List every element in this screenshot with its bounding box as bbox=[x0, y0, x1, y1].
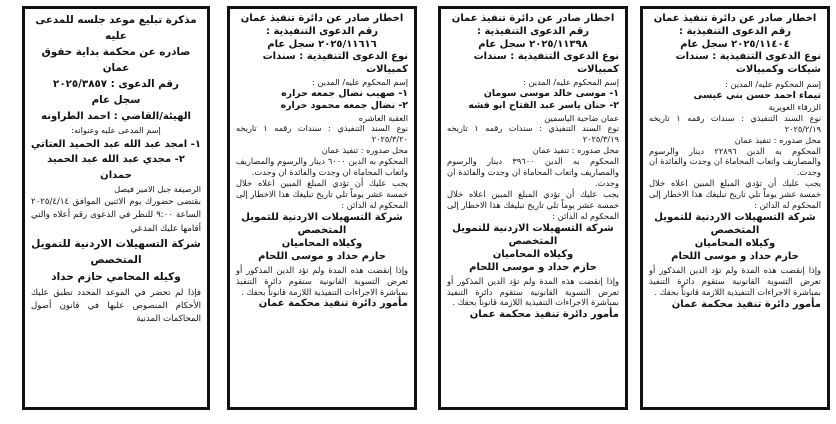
judgment-amount: المحكوم به الدين ٦٠٠٠ دينار والرسوم والمصاريف واتعاب المحاماة ان وجدت والفائدة ان وجدت. bbox=[236, 155, 408, 177]
execution-notice-11616 bbox=[227, 6, 417, 410]
creditor-name-2: المتخصص bbox=[297, 224, 347, 236]
case-number-label: رقم الدعوى التنفيذية : bbox=[265, 25, 379, 37]
document-type: نوع السند التنفيذي : سندات رقمه ١ تاريخه ٢٠٢٥/٢/١٩ bbox=[649, 113, 821, 134]
creditor-name-2: المتخصص bbox=[710, 225, 760, 237]
hearing-summons-notice bbox=[22, 6, 210, 410]
lawyers-names: حازم حداد و موسى اللحام bbox=[469, 261, 597, 273]
judgment-amount: المحكوم به الدين ٢٢٨٩٦ دينار والرسوم والمصاريف واتعاب المحاماة ان وجدت والفائدة ان وجدت. bbox=[649, 145, 821, 178]
case-number: ٢٠٢٥/١١٦١٦ سجل عام bbox=[267, 38, 377, 50]
debtor-label: إسم المحكوم عليه/ المدين : bbox=[725, 78, 821, 89]
official-signature: مأمور دائرة تنفيذ محكمة عمان bbox=[258, 298, 408, 310]
case-number: ٢٠٢٥/١١٣٩٨ سجل عام bbox=[478, 38, 588, 50]
defendant-label: إسم المدعى عليه وعنوانه: bbox=[71, 125, 161, 136]
debtor-name: تيماء احمد حسن بني عيسى bbox=[693, 89, 821, 101]
debtor-name-2: ٢- حنان ياسر عبد الفتاح ابو فشه bbox=[468, 100, 619, 112]
defendant-name-2: ٢- مجدي عبد الله عبد الحميد حمدان bbox=[47, 154, 185, 181]
issuer: محل صدوره : تنفيذ عمان bbox=[321, 145, 408, 156]
debtor-address: الزرقاء الغويرية bbox=[768, 102, 821, 113]
case-type: نوع الدعوى التنفيذية : سندات شيكات وكمبيالات bbox=[675, 51, 821, 76]
notice-title: اخطار صادر عن دائرة تنفيذ عمان bbox=[653, 13, 817, 24]
issuer: محل صدوره : تنفيذ عمان bbox=[532, 145, 619, 156]
court-name: صادره عن محكمة بداية حقوق عمان bbox=[41, 45, 191, 74]
creditor-name: شركة التسهيلات الاردنية للتمويل bbox=[241, 211, 403, 223]
execution-notice-11404 bbox=[640, 6, 830, 410]
debtor-name-2: ٢- نضال جمعه محمود حراره bbox=[280, 100, 408, 112]
official-signature: مأمور دائرة تنفيذ محكمة عمان bbox=[671, 298, 821, 310]
judgment-amount: المحكوم به الدين ٣٩٦٠٠ دينار والرسوم والمصاريف واتعاب المحاماة ان وجدت والفائدة ان وجدت. bbox=[447, 155, 619, 188]
document-type: نوع السند التنفيذي : سندات رقمه ١ تاريخه ٢٠٢٥/٣/٢٠ bbox=[236, 123, 408, 145]
lawyers-names: حازم حداد و موسى اللحام bbox=[671, 251, 799, 263]
notice-title: اخطار صادر عن دائرة تنفيذ عمان bbox=[240, 13, 404, 24]
debtor-name-1: ١- موسى خالد موسى سومان bbox=[483, 87, 619, 99]
payment-duty: يجب عليك أن تؤدي المبلغ المبين اعلاه خلال خمسة عشر يوماً تلي تاريخ تبليغك هذا الاخطار إلى المحكوم له الدائن : bbox=[447, 188, 619, 221]
creditor-name-2: المتخصص bbox=[508, 235, 558, 247]
warning-text: وإذا إنقضت هذه المدة ولم تؤد الدين المذكور أو تعرض التسوية القانونية ستقوم دائرة التنفيذ بمباشرة الاجراءات التنفيذية اللازمة قانوناً بحقك . bbox=[649, 265, 821, 298]
execution-notice-11398 bbox=[438, 6, 628, 410]
judge-name: الهيئة/القاضي : احمد الطراونه bbox=[41, 110, 191, 122]
issuer: محل صدوره : تنفيذ عمان bbox=[734, 134, 821, 145]
debtor-label: إسم المحكوم عليه/ المدين : bbox=[312, 76, 408, 87]
register-label: سجل عام bbox=[91, 93, 141, 106]
debtor-label: إسم المحكوم عليه/ المدين : bbox=[523, 76, 619, 87]
creditor-name: شركة التسهيلات الاردنية للتمويل bbox=[654, 212, 816, 224]
official-signature: مأمور دائرة تنفيذ محكمة عمان bbox=[469, 309, 619, 321]
lawyers-label: وكيلاه المحاميان bbox=[281, 237, 363, 249]
lawyers-names: حازم حداد و موسى اللحام bbox=[258, 250, 386, 262]
document-type: نوع السند التنفيذي : سندات رقمه ١ تاريخه ٢٠٢٥/٣/١٩ bbox=[447, 123, 619, 145]
defendant-name-1: ١- امجد عبد الله عبد الحميد العتاتي bbox=[31, 138, 201, 150]
case-type: نوع الدعوى التنفيذية : سندات كمبيالات bbox=[262, 51, 408, 76]
payment-duty: يجب عليك أن تؤدي المبلغ المبين اعلاه خلال خمسة عشر يوماً تلي تاريخ تبليغك هذا الاخطار إلى المحكوم له الدائن : bbox=[236, 177, 408, 210]
lawyers-label: وكيلاه المحاميان bbox=[492, 248, 574, 260]
attendance-text: بقتضى حضورك يوم الاثنين الموافق ٢٠٢٥/٤/١٤ الساعة ٩:٠٠ للنظر في الدعوى رقم أعلاه والتي أقامها عليك المدعي bbox=[31, 197, 201, 234]
plaintiff-name-2: المتخصص bbox=[90, 254, 142, 267]
defendant-address: الرصيفة جبل الامير فيصل bbox=[114, 184, 201, 195]
warning-text: فإذا لم تحضر في الموعد المحدد تطبق عليك الأحكام المنصوص عليها في قانون أصول المحاكمات المدنية bbox=[31, 287, 201, 325]
case-number: رقم الدعوى : ٢٠٢٥/٣٨٥٧ bbox=[53, 77, 179, 90]
warning-text: وإذا إنقضت هذه المدة ولم تؤد الدين المذكور أو تعرض التسوية القانونية ستقوم دائرة التنفيذ بمباشرة الاجراءات التنفيذية اللازمة قانوناً بحقك . bbox=[236, 264, 408, 297]
debtor-name-1: ١- صهيب نضال جمعه حراره bbox=[281, 87, 408, 99]
notice-title: اخطار صادر عن دائرة تنفيذ عمان bbox=[451, 13, 615, 24]
plaintiff-name: شركة التسهيلات الاردنية للتمويل bbox=[31, 238, 201, 251]
lawyers-label: وكيلاه المحاميان bbox=[694, 238, 776, 250]
warning-text: وإذا إنقضت هذه المدة ولم تؤد الدين المذكور أو تعرض التسوية القانونية ستقوم دائرة التنفيذ بمباشرة الاجراءات التنفيذية اللازمة قانوناً بحقك . bbox=[447, 275, 619, 308]
case-number-label: رقم الدعوى التنفيذية : bbox=[678, 25, 792, 37]
summons-title: مذكرة تبليغ موعد جلسه للمدعى عليه bbox=[35, 14, 197, 42]
case-type: نوع الدعوى التنفيذية : سندات كمبيالات bbox=[473, 51, 619, 76]
payment-duty: يجب عليك أن تؤدي المبلغ المبين اعلاه خلال خمسة عشر يوماً تلي تاريخ تبليغك هذا الاخطار إلى المحكوم له الدائن : bbox=[649, 178, 821, 211]
debtor-address: عمان ضاحية الياسمين bbox=[544, 112, 619, 123]
case-number-label: رقم الدعوى التنفيذية : bbox=[476, 25, 590, 37]
debtor-address: العقبة العاشره bbox=[358, 112, 408, 123]
case-number: ٢٠٢٥/١١٤٠٤ سجل عام bbox=[680, 38, 790, 50]
lawyer-name: وكيله المحامي حازم حداد bbox=[51, 270, 181, 283]
creditor-name: شركة التسهيلات الاردنية للتمويل bbox=[452, 222, 614, 234]
